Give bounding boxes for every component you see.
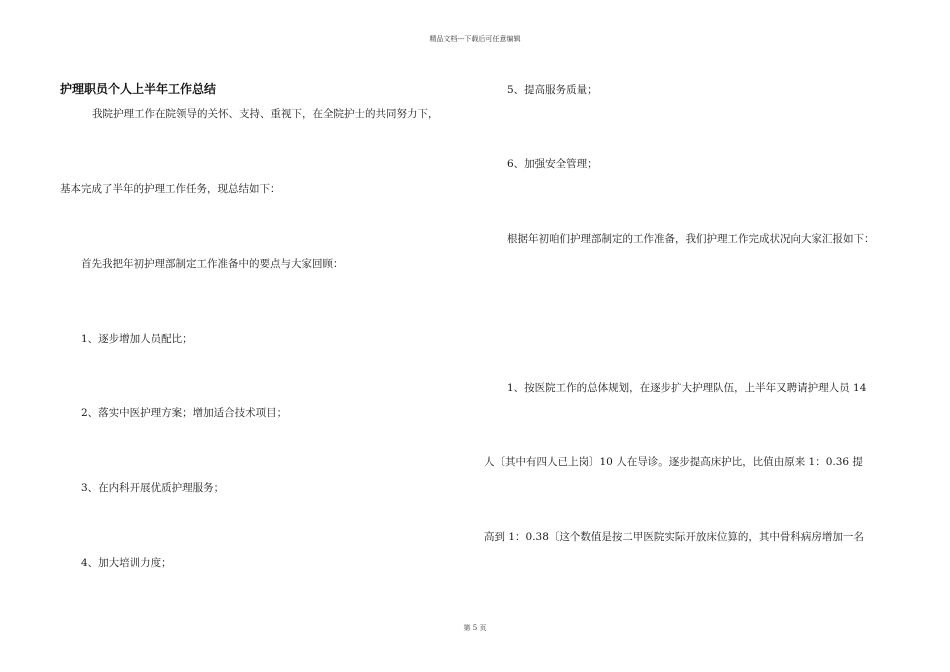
list-item: 3、在内科开展优质护理服务； bbox=[81, 482, 225, 494]
review-intro: 首先我把年初护理部制定工作准备中的要点与大家回顾： bbox=[81, 258, 344, 270]
list-item: 4、加大培训力度； bbox=[81, 557, 172, 569]
paragraph-line-1: 1、按医院工作的总体规划，在逐步扩大护理队伍，上半年又聘请护理人员 14 bbox=[507, 382, 867, 394]
list-item: 1、逐步增加人员配比； bbox=[81, 333, 193, 345]
list-item: 6、加强安全管理； bbox=[507, 158, 598, 170]
document-title: 护理职员个人上半年工作总结 bbox=[60, 82, 217, 96]
intro-line-2: 基本完成了半年的护理工作任务，现总结如下： bbox=[60, 183, 281, 195]
paragraph-line-2: 人〔其中有四人已上岗〕10 人在导诊。逐步提高床护比，比值由原来 1：0.36 提 bbox=[484, 456, 863, 468]
intro-line-1: 我院护理工作在院领导的关怀、支持、重视下，在全院护士的共同努力下， bbox=[92, 108, 439, 120]
page-header: 精品文档---下载后可任意编辑 bbox=[429, 35, 521, 43]
page-number: 第 5 页 bbox=[463, 624, 487, 632]
report-intro: 根据年初咱们护理部制定的工作准备，我们护理工作完成状况向大家汇报如下： bbox=[507, 233, 875, 245]
list-item: 5、提高服务质量； bbox=[507, 84, 598, 96]
paragraph-line-3: 高到 1：0.38〔这个数值是按二甲医院实际开放床位算的，其中骨科病房增加一名 bbox=[484, 531, 864, 543]
list-item: 2、落实中医护理方案；增加适合技术项目； bbox=[81, 407, 288, 419]
